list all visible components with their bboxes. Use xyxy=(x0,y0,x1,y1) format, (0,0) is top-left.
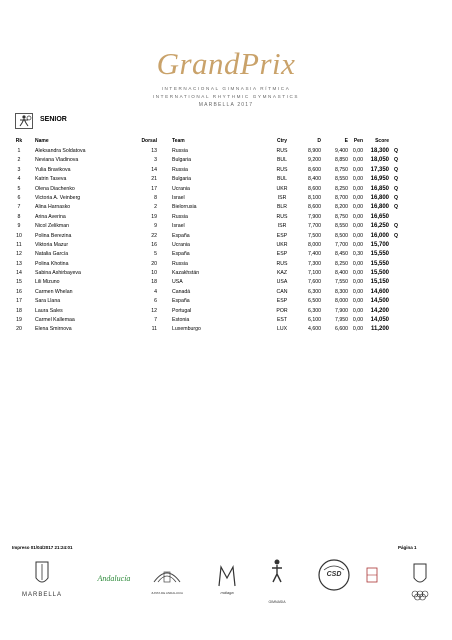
dorsal-number: 6 xyxy=(154,298,157,305)
results-header xyxy=(0,138,452,148)
country-code: ESP xyxy=(276,232,288,239)
execution-score: 8,850 xyxy=(335,157,348,164)
total-score: 16,950 xyxy=(370,176,389,183)
total-score: 16,800 xyxy=(370,194,389,201)
total-score: 15,500 xyxy=(370,270,389,277)
dorsal-number: 9 xyxy=(154,223,157,230)
dorsal-number: 7 xyxy=(154,317,157,324)
dorsal-number: 14 xyxy=(151,166,157,173)
header-dorsal: Dorsal xyxy=(141,138,157,144)
result-rank: 3 xyxy=(17,166,21,173)
header-score: Score xyxy=(375,138,389,144)
team-name: Bulgaria xyxy=(172,157,192,164)
result-rank: 14 xyxy=(16,270,22,277)
total-score: 15,700 xyxy=(370,241,389,248)
dorsal-number: 22 xyxy=(151,232,157,239)
result-rank: 18 xyxy=(16,307,22,314)
execution-score: 8,750 xyxy=(335,166,348,173)
team-name: Luxemburgo xyxy=(172,326,201,333)
total-score: 15,550 xyxy=(370,260,389,267)
table-row xyxy=(0,204,452,213)
header-difficulty: D xyxy=(317,138,321,144)
athlete-name: Neviana Vladinova xyxy=(35,157,79,164)
header-country: Ctry xyxy=(276,138,287,144)
table-row xyxy=(0,270,452,279)
country-code: RUS xyxy=(276,148,288,154)
page-number: Página 1 xyxy=(398,545,417,550)
team-name: Russia xyxy=(172,213,188,220)
marbella-logo-text: MARBELLA xyxy=(21,592,62,598)
difficulty-score: 8,400 xyxy=(308,176,321,183)
dorsal-number: 18 xyxy=(151,279,157,286)
athlete-name: Nicol Zelikman xyxy=(35,223,70,230)
dorsal-number: 5 xyxy=(154,251,157,258)
coat-of-arms-icon xyxy=(408,560,432,604)
difficulty-score: 8,600 xyxy=(308,204,321,211)
difficulty-score: 8,100 xyxy=(308,194,321,201)
country-code: ESP xyxy=(276,251,288,258)
result-rank: 9 xyxy=(17,223,21,230)
result-rank: 2 xyxy=(17,157,21,164)
event-subtitle-es: INTERNACIONAL GIMNASIA RÍTMICA xyxy=(161,86,291,91)
dorsal-number: 17 xyxy=(151,185,157,192)
penalty-value: 0,00 xyxy=(352,194,363,201)
team-name: Portugal xyxy=(172,307,192,314)
country-code: USA xyxy=(276,279,288,286)
header-rank: Rk xyxy=(15,138,23,144)
gimnasia-logo-text: GIMNASIA xyxy=(268,600,286,604)
team-name: Russia xyxy=(172,260,188,267)
penalty-value: 0,00 xyxy=(352,279,363,286)
table-row xyxy=(0,317,452,326)
table-row xyxy=(0,289,452,298)
table-row xyxy=(0,157,452,166)
country-code: LUX xyxy=(276,326,288,333)
execution-score: 8,300 xyxy=(335,288,348,295)
gymnast-figure-icon xyxy=(268,558,286,584)
penalty-value: 0,30 xyxy=(352,251,363,258)
athlete-name: Laura Sales xyxy=(35,307,63,314)
penalty-value: 0,00 xyxy=(352,166,363,173)
athlete-name: Natalia García xyxy=(35,251,69,258)
penalty-value: 0,00 xyxy=(352,298,363,305)
team-name: Bulgaria xyxy=(172,176,192,183)
dorsal-number: 20 xyxy=(151,260,157,267)
total-score: 14,200 xyxy=(370,307,389,314)
table-row xyxy=(0,167,452,176)
total-score: 17,350 xyxy=(370,166,389,173)
team-name: Russia xyxy=(172,166,188,173)
execution-score: 6,600 xyxy=(335,326,348,333)
athlete-name: Katrin Taseva xyxy=(35,176,67,183)
table-row xyxy=(0,261,452,270)
execution-score: 8,250 xyxy=(335,185,348,192)
table-row xyxy=(0,242,452,251)
table-row xyxy=(0,298,452,307)
malaga-m-icon xyxy=(216,564,238,588)
penalty-value: 0,00 xyxy=(352,260,363,267)
penalty-value: 0,00 xyxy=(352,204,363,211)
penalty-value: 0,00 xyxy=(352,148,363,154)
penalty-value: 0,00 xyxy=(352,288,363,295)
difficulty-score: 8,900 xyxy=(308,148,321,154)
difficulty-score: 7,600 xyxy=(308,279,321,286)
penalty-value: 0,00 xyxy=(352,270,363,277)
team-name: Estonia xyxy=(172,317,190,324)
event-logo: GrandPrix xyxy=(156,46,296,81)
difficulty-score: 4,600 xyxy=(308,326,321,333)
qualified-marker: Q xyxy=(394,204,399,211)
team-name: Ucrania xyxy=(172,185,190,192)
result-rank: 7 xyxy=(17,204,21,211)
table-row xyxy=(0,233,452,242)
difficulty-score: 6,300 xyxy=(308,307,321,314)
dorsal-number: 16 xyxy=(151,241,157,248)
malaga-logo-text: málaga xyxy=(220,590,234,595)
team-name: España xyxy=(172,251,190,258)
dorsal-number: 11 xyxy=(151,326,157,333)
qualified-marker: Q xyxy=(394,223,399,230)
athlete-name: Polina Berezina xyxy=(35,232,72,239)
athlete-name: Polina Khotina xyxy=(35,260,69,267)
team-name: Israel xyxy=(172,194,185,201)
total-score: 18,050 xyxy=(370,157,389,164)
athlete-name: Yulia Bravikova xyxy=(35,166,71,173)
gymnast-icon xyxy=(15,113,33,129)
execution-score: 8,550 xyxy=(335,176,348,183)
result-rank: 16 xyxy=(16,288,22,295)
result-rank: 12 xyxy=(16,251,22,258)
total-score: 16,650 xyxy=(370,213,389,220)
csd-logo-text: CSD xyxy=(326,571,342,578)
country-code: RUS xyxy=(276,260,288,267)
result-rank: 20 xyxy=(16,326,22,333)
penalty-value: 0,00 xyxy=(352,157,363,164)
junta-logo-icon xyxy=(150,562,184,588)
country-code: ISR xyxy=(277,194,287,201)
execution-score: 8,550 xyxy=(335,223,348,230)
country-code: RUS xyxy=(276,213,288,220)
athlete-name: Olena Diachenko xyxy=(35,185,75,192)
results-table xyxy=(0,148,452,336)
table-row xyxy=(0,176,452,185)
athlete-name: Arina Averina xyxy=(35,213,66,220)
execution-score: 9,400 xyxy=(335,148,348,154)
qualified-marker: Q xyxy=(394,157,399,164)
total-score: 18,300 xyxy=(370,148,389,154)
country-code: UKR xyxy=(276,185,288,192)
event-location: MARBELLA 2017 xyxy=(198,102,254,108)
result-rank: 1 xyxy=(17,148,21,154)
penalty-value: 0,00 xyxy=(352,213,363,220)
difficulty-score: 6,300 xyxy=(308,288,321,295)
table-row xyxy=(0,195,452,204)
athlete-name: Carmen Whelan xyxy=(35,288,73,295)
penalty-value: 0,00 xyxy=(352,307,363,314)
country-code: POR xyxy=(276,307,288,314)
difficulty-score: 7,300 xyxy=(308,260,321,267)
country-code: BUL xyxy=(276,176,288,183)
execution-score: 7,550 xyxy=(335,279,348,286)
difficulty-score: 8,000 xyxy=(308,241,321,248)
country-code: ESP xyxy=(276,298,288,305)
difficulty-score: 8,600 xyxy=(308,185,321,192)
country-code: KAZ xyxy=(276,270,288,277)
andalucia-logo: Andalucía xyxy=(97,574,131,583)
difficulty-score: 7,900 xyxy=(308,213,321,220)
total-score: 14,050 xyxy=(370,317,389,324)
execution-score: 8,250 xyxy=(335,260,348,267)
athlete-name: Lili Mizuno xyxy=(35,279,60,286)
country-code: CAN xyxy=(276,288,288,295)
country-code: EST xyxy=(276,317,288,324)
team-name: Kazakhstán xyxy=(172,270,200,277)
event-subtitle-en: INTERNATIONAL RHYTHMIC GYMNASTICS xyxy=(152,94,300,99)
penalty-value: 0,00 xyxy=(352,232,363,239)
team-name: España xyxy=(172,298,190,305)
result-rank: 13 xyxy=(16,260,22,267)
result-rank: 11 xyxy=(16,241,22,248)
table-row xyxy=(0,251,452,260)
team-name: Ucrania xyxy=(172,241,190,248)
penalty-value: 0,00 xyxy=(352,317,363,324)
country-code: UKR xyxy=(276,241,288,248)
dorsal-number: 19 xyxy=(151,213,157,220)
penalty-value: 0,00 xyxy=(352,223,363,230)
dorsal-number: 3 xyxy=(154,157,157,164)
header-team: Team xyxy=(172,138,185,144)
execution-score: 8,750 xyxy=(335,213,348,220)
dorsal-number: 2 xyxy=(154,204,157,211)
qualified-marker: Q xyxy=(394,148,399,154)
athlete-name: Sara Llana xyxy=(35,298,61,305)
print-timestamp: Impreso 01/04/2017 21:24:01 xyxy=(12,545,73,550)
dorsal-number: 4 xyxy=(154,288,157,295)
result-rank: 15 xyxy=(16,279,22,286)
execution-score: 8,200 xyxy=(335,204,348,211)
qualified-marker: Q xyxy=(394,185,399,192)
total-score: 16,850 xyxy=(370,185,389,192)
header-penalty: Pen xyxy=(353,138,363,144)
table-row xyxy=(0,326,452,335)
qualified-marker: Q xyxy=(394,176,399,183)
execution-score: 8,400 xyxy=(335,270,348,277)
difficulty-score: 7,500 xyxy=(308,232,321,239)
penalty-value: 0,00 xyxy=(352,185,363,192)
dorsal-number: 21 xyxy=(151,176,157,183)
total-score: 11,200 xyxy=(370,326,389,333)
table-row xyxy=(0,214,452,223)
category-label: SENIOR xyxy=(40,116,67,123)
result-rank: 10 xyxy=(16,232,22,239)
team-name: Russia xyxy=(172,148,188,154)
table-row xyxy=(0,148,452,157)
execution-score: 7,950 xyxy=(335,317,348,324)
difficulty-score: 9,200 xyxy=(308,157,321,164)
team-name: Bielorrusia xyxy=(172,204,197,211)
dorsal-number: 8 xyxy=(154,194,157,201)
qualified-marker: Q xyxy=(394,194,399,201)
athlete-name: Elena Smirnova xyxy=(35,326,72,333)
difficulty-score: 7,400 xyxy=(308,251,321,258)
difficulty-score: 6,500 xyxy=(308,298,321,305)
athlete-name: Sabina Ashirbayeva xyxy=(35,270,81,277)
qualified-marker: Q xyxy=(394,166,399,173)
result-rank: 4 xyxy=(17,176,21,183)
penalty-value: 0,00 xyxy=(352,326,363,333)
result-rank: 6 xyxy=(17,194,21,201)
athlete-name: Victoria A. Veinberg xyxy=(35,194,81,201)
header-name: Name xyxy=(35,138,49,144)
athlete-name: Alina Harnasko xyxy=(35,204,71,211)
total-score: 14,600 xyxy=(370,288,389,295)
team-name: Canadá xyxy=(172,288,191,295)
team-name: España xyxy=(172,232,190,239)
qualified-marker: Q xyxy=(394,232,399,239)
difficulty-score: 7,100 xyxy=(308,270,321,277)
athlete-name: Carmel Kallemaa xyxy=(35,317,75,324)
junta-logo-text: JUNTA DE ANDALUCIA xyxy=(150,591,184,595)
execution-score: 8,000 xyxy=(335,298,348,305)
total-score: 15,150 xyxy=(370,279,389,286)
penalty-value: 0,00 xyxy=(352,241,363,248)
total-score: 16,800 xyxy=(370,204,389,211)
result-rank: 17 xyxy=(16,298,22,305)
total-score: 14,500 xyxy=(370,298,389,305)
athlete-name: Aleksandra Soldatova xyxy=(35,148,86,154)
difficulty-score: 7,700 xyxy=(308,223,321,230)
country-code: BLR xyxy=(276,204,288,211)
total-score: 16,250 xyxy=(370,223,389,230)
athlete-name: Viktoria Mazur xyxy=(35,241,69,248)
difficulty-score: 6,100 xyxy=(308,317,321,324)
result-rank: 19 xyxy=(16,317,22,324)
dorsal-number: 12 xyxy=(151,307,157,314)
csd-coat-of-arms-icon xyxy=(364,564,380,588)
total-score: 16,000 xyxy=(370,232,389,239)
execution-score: 7,700 xyxy=(335,241,348,248)
execution-score: 8,700 xyxy=(335,194,348,201)
table-row xyxy=(0,308,452,317)
sponsor-bar xyxy=(0,558,452,618)
dorsal-number: 13 xyxy=(151,148,157,154)
table-row xyxy=(0,223,452,232)
team-name: USA xyxy=(172,279,183,286)
execution-score: 8,500 xyxy=(335,232,348,239)
table-row xyxy=(0,186,452,195)
country-code: ISR xyxy=(277,223,287,230)
execution-score: 8,450 xyxy=(335,251,348,258)
execution-score: 7,900 xyxy=(335,307,348,314)
total-score: 15,550 xyxy=(370,251,389,258)
result-rank: 8 xyxy=(17,213,21,220)
penalty-value: 0,00 xyxy=(352,176,363,183)
difficulty-score: 8,600 xyxy=(308,166,321,173)
dorsal-number: 10 xyxy=(151,270,157,277)
table-row xyxy=(0,279,452,288)
country-code: RUS xyxy=(276,166,288,173)
country-code: BUL xyxy=(276,157,288,164)
result-rank: 5 xyxy=(17,185,21,192)
header-execution: E xyxy=(344,138,348,144)
team-name: Israel xyxy=(172,223,185,230)
